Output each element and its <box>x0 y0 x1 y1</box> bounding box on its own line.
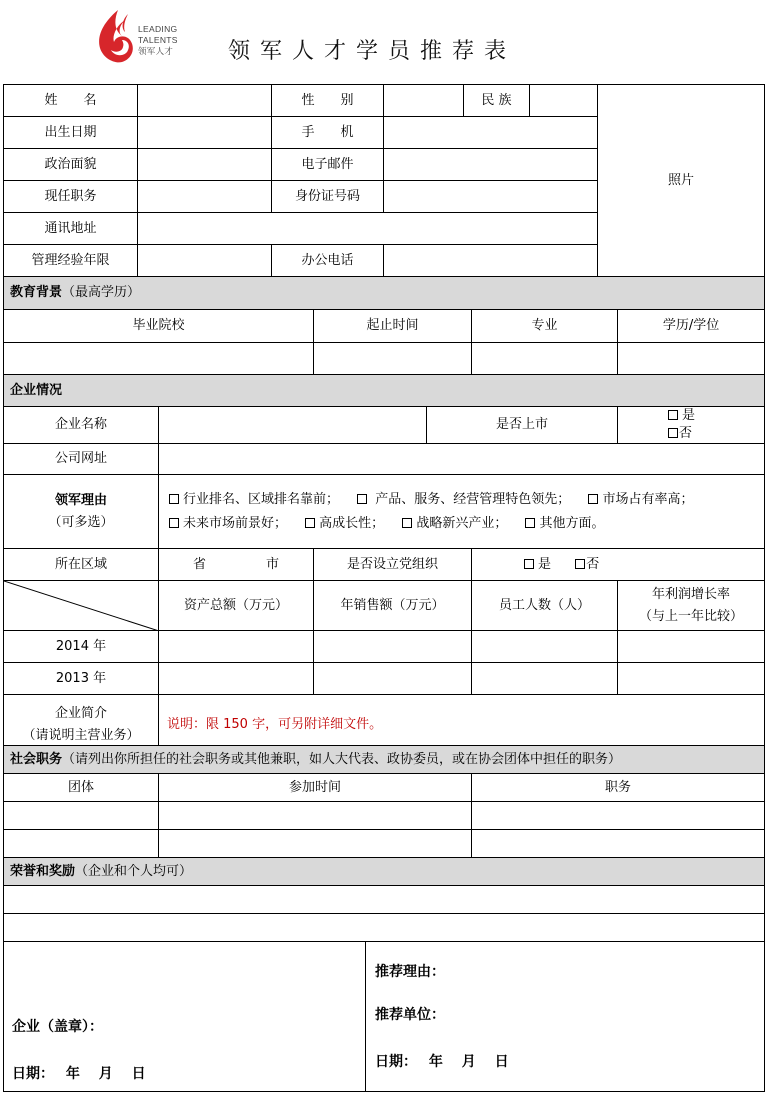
province-label: 省 <box>192 556 206 572</box>
year-2014-label: 2014 年 <box>4 631 159 663</box>
edu-col-period: 起止时间 <box>314 310 472 343</box>
address-field[interactable] <box>138 213 598 245</box>
company-name-label: 企业名称 <box>4 407 159 444</box>
party-yes-label: 是 <box>538 556 552 572</box>
2014-sales-field[interactable] <box>314 631 472 663</box>
reason-row-2 <box>169 512 764 536</box>
social-role-field-2[interactable] <box>472 830 765 858</box>
logo-text-line-3: 领军人才 <box>138 46 174 56</box>
education-section-header <box>4 277 765 310</box>
party-no-label: 否 <box>586 556 600 572</box>
social-col-role: 职务 <box>472 774 765 802</box>
reason-row-1 <box>169 488 764 512</box>
company-date-label: 日期： 年 月 日 <box>12 1066 146 1082</box>
reason-option-5: 高成长性； <box>319 515 385 531</box>
edu-col-major: 专业 <box>472 310 618 343</box>
growth-label: 年利润增长率 <box>652 586 731 602</box>
social-group-field-1[interactable] <box>4 802 159 830</box>
recommend-reason-label: 推荐理由： <box>375 964 445 980</box>
metric-growth-header <box>618 581 765 631</box>
party-label: 是否设立党组织 <box>314 549 472 581</box>
political-label: 政治面貌 <box>4 149 138 181</box>
company-section-header <box>4 375 765 407</box>
diagonal-line <box>4 581 159 631</box>
party-no-checkbox[interactable] <box>575 559 585 569</box>
edu-degree-field[interactable] <box>618 343 765 375</box>
website-field[interactable] <box>159 444 765 475</box>
honors-field-2[interactable] <box>4 914 765 942</box>
social-group-field-2[interactable] <box>4 830 159 858</box>
company-seal-label: 企业（盖章）： <box>12 1019 103 1035</box>
education-section-note: （最高学历） <box>62 285 141 300</box>
metric-assets-header: 资产总额（万元） <box>159 581 314 631</box>
personal-info-table <box>3 84 765 277</box>
mgmt-years-field[interactable] <box>138 245 272 277</box>
social-time-field-2[interactable] <box>159 830 472 858</box>
company-name-field[interactable] <box>159 407 427 444</box>
intro-field[interactable]: 说明：限 150 字，可另附详细文件。 <box>159 695 765 756</box>
intro-note: （请说明主营业务） <box>22 728 140 743</box>
intro-label: 企业简介 <box>54 706 107 721</box>
reason-checkbox-2[interactable] <box>357 494 367 504</box>
honors-section-note: （企业和个人均可） <box>75 863 193 879</box>
education-table <box>3 276 765 375</box>
ethnicity-label: 民 族 <box>464 85 530 117</box>
reason-option-2: 产品、服务、经营管理特色领先； <box>375 491 571 507</box>
company-section-title: 企业情况 <box>10 382 63 398</box>
region-field[interactable] <box>159 549 314 581</box>
city-label: 市 <box>266 556 280 572</box>
reason-checkbox-5[interactable] <box>305 518 315 528</box>
metric-sales-header: 年销售额（万元） <box>314 581 472 631</box>
reason-option-1: 行业排名、区域排名靠前； <box>183 491 340 507</box>
office-phone-label: 办公电话 <box>272 245 384 277</box>
reason-option-4: 未来市场前景好； <box>183 515 288 531</box>
listed-no-checkbox[interactable] <box>668 428 678 438</box>
ethnicity-field[interactable] <box>530 85 598 117</box>
birth-label: 出生日期 <box>4 117 138 149</box>
recommend-date-label: 日期： 年 月 日 <box>375 1054 509 1070</box>
office-phone-field[interactable] <box>384 245 598 277</box>
social-section-header <box>4 746 765 774</box>
photo-box[interactable]: 照片 <box>598 85 765 277</box>
2013-staff-field[interactable] <box>472 663 618 695</box>
party-yes-checkbox[interactable] <box>524 559 534 569</box>
reason-option-3: 市场占有率高； <box>602 491 694 507</box>
party-options <box>472 549 765 581</box>
honors-table <box>3 857 765 942</box>
2013-assets-field[interactable] <box>159 663 314 695</box>
2014-staff-field[interactable] <box>472 631 618 663</box>
recommend-unit-label: 推荐单位： <box>375 1007 445 1023</box>
reason-checkbox-1[interactable] <box>169 494 179 504</box>
logo-text <box>138 24 178 57</box>
honors-section-title: 荣誉和奖励 <box>10 863 76 879</box>
id-field[interactable] <box>384 181 598 213</box>
page-title: 领军人才学员推荐表 <box>228 39 517 64</box>
position-field[interactable] <box>138 181 272 213</box>
id-label: 身份证号码 <box>272 181 384 213</box>
reason-label: 领军理由 <box>54 492 107 508</box>
birth-field[interactable] <box>138 117 272 149</box>
edu-col-degree: 学历/学位 <box>618 310 765 343</box>
reason-note: （可多选） <box>48 514 114 530</box>
social-section-note: （请列出你所担任的社会职务或其他兼职，如人大代表、政协委员，或在协会团体中担任的职务） <box>62 751 622 767</box>
mgmt-years-label: 管理经验年限 <box>4 245 138 277</box>
mobile-field[interactable] <box>384 117 598 149</box>
listed-yes-label: 是 <box>682 408 696 423</box>
company-table <box>3 374 765 756</box>
reason-option-7: 其他方面。 <box>539 515 605 531</box>
edu-period-field[interactable] <box>314 343 472 375</box>
name-label: 姓 名 <box>4 85 138 117</box>
name-field[interactable] <box>138 85 272 117</box>
social-role-field-1[interactable] <box>472 802 765 830</box>
honors-section-header <box>4 858 765 886</box>
gender-field[interactable] <box>384 85 464 117</box>
reason-checkbox-6[interactable] <box>402 518 412 528</box>
logo-text-line-1: LEADING <box>138 24 178 34</box>
growth-note: （与上一年比较） <box>639 608 744 624</box>
metric-staff-header: 员工人数（人） <box>472 581 618 631</box>
2013-sales-field[interactable] <box>314 663 472 695</box>
2014-assets-field[interactable] <box>159 631 314 663</box>
listed-yes-checkbox[interactable] <box>668 410 678 420</box>
education-section-title: 教育背景 <box>10 285 63 300</box>
logo-text-line-2: TALENTS <box>138 35 178 45</box>
region-label: 所在区域 <box>4 549 159 581</box>
social-col-group: 团体 <box>4 774 159 802</box>
reason-option-6: 战略新兴产业； <box>416 515 508 531</box>
listed-options <box>618 407 765 444</box>
reason-checkbox-7[interactable] <box>525 518 535 528</box>
position-label: 现任职务 <box>4 181 138 213</box>
edu-major-field[interactable] <box>472 343 618 375</box>
2014-growth-field[interactable] <box>618 631 765 663</box>
edu-col-school: 毕业院校 <box>4 310 314 343</box>
reason-checkbox-4[interactable] <box>169 518 179 528</box>
email-label: 电子邮件 <box>272 149 384 181</box>
edu-school-field[interactable] <box>4 343 314 375</box>
mobile-label: 手 机 <box>272 117 384 149</box>
website-label: 公司网址 <box>4 444 159 475</box>
reason-label-cell <box>4 475 159 549</box>
address-label: 通讯地址 <box>4 213 138 245</box>
social-table <box>3 745 765 858</box>
reason-checkbox-3[interactable] <box>588 494 598 504</box>
gender-label: 性 别 <box>272 85 384 117</box>
honors-field-1[interactable] <box>4 886 765 914</box>
reason-options <box>159 475 765 549</box>
email-field[interactable] <box>384 149 598 181</box>
social-col-time: 参加时间 <box>159 774 472 802</box>
political-field[interactable] <box>138 149 272 181</box>
listed-no-label: 否 <box>679 426 693 441</box>
listed-label: 是否上市 <box>427 407 618 444</box>
year-2013-label: 2013 年 <box>4 663 159 695</box>
social-time-field-1[interactable] <box>159 802 472 830</box>
social-section-title: 社会职务 <box>10 751 63 767</box>
diagonal-header-cell <box>4 581 159 631</box>
2013-growth-field[interactable] <box>618 663 765 695</box>
